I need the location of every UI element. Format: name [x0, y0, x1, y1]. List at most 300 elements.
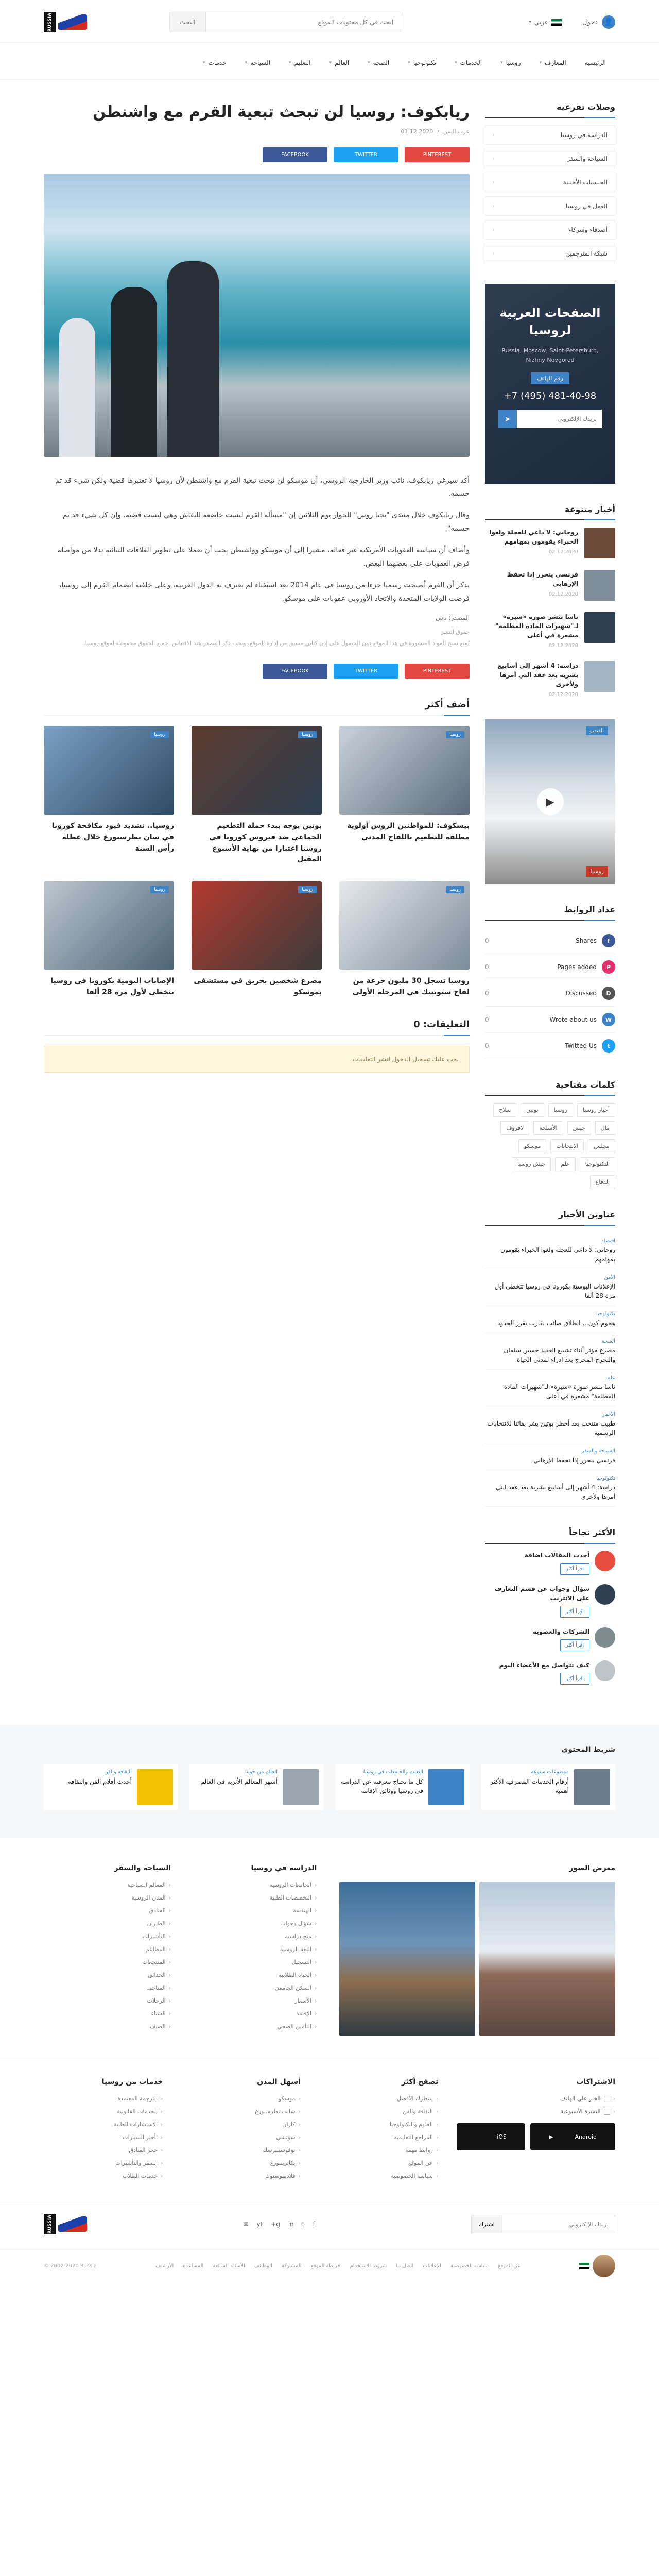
share-twitter-button[interactable]: TWITTER	[334, 147, 398, 162]
strip-text	[340, 1769, 423, 1795]
gallery-image[interactable]	[479, 1882, 615, 2036]
various-title: أخبار متنوعة	[485, 504, 615, 520]
news-category: علم	[607, 1375, 615, 1381]
strip-item[interactable]	[44, 1764, 178, 1810]
article-category[interactable]: عرب اليمن	[443, 128, 470, 135]
social-row[interactable]	[485, 1033, 615, 1059]
social-icon[interactable]: ✉	[243, 2221, 249, 2228]
footer-link[interactable]: ‹ يكاترينبورغ	[181, 2160, 300, 2166]
footer-link[interactable]: ‹ منح دراسية	[189, 1933, 317, 1940]
share-pinterest-button[interactable]: PINTEREST	[405, 147, 470, 162]
footer-legal-link[interactable]: شروط الاستخدام	[350, 2263, 387, 2269]
footer-link[interactable]: ‹ سؤال وجواب	[189, 1920, 317, 1927]
popular-text	[533, 1627, 589, 1651]
nav-item[interactable]	[320, 59, 359, 66]
nav-item-label: تكنولوجيا	[413, 59, 437, 66]
sidebar-link[interactable]	[485, 220, 615, 240]
sidebar-link-label: الجنسيات الأجنبية	[563, 179, 608, 186]
footer-link[interactable]: ‹ الترجمة المعتمدة	[44, 2095, 163, 2102]
header-search	[169, 12, 401, 32]
footer-legal-link[interactable]: عن الموقع	[498, 2263, 521, 2269]
strip-text	[200, 1769, 278, 1786]
chevron-left-icon: ‹	[493, 156, 495, 162]
bcol1-title: الاشتراكات	[576, 2078, 615, 2086]
language-selector[interactable]	[529, 19, 562, 26]
russia-flag-icon	[58, 2216, 87, 2232]
tags-title: كلمات مفتاحية	[485, 1080, 615, 1096]
social-row[interactable]	[485, 954, 615, 980]
related-badge: روسيا	[298, 886, 317, 893]
footer-link[interactable]: ‹ سياسة الخصوصية	[319, 2173, 438, 2179]
mini-post-date: 02.12.2020	[548, 643, 578, 649]
footer-link[interactable]: ‹ الخدمات القانونية	[44, 2108, 163, 2115]
social-name: Wrote about us	[549, 1016, 597, 1023]
strip-item[interactable]	[335, 1764, 470, 1810]
news-title: دراسة: 4 أشهر إلى أسابيع بشرية بعد عقد التي أمرها ولأخرى	[495, 1484, 615, 1500]
news-title: مصرع مؤثر أثناء تشييع العقيد حسين سلمان والتحرج المحرج بعد ادراء لمدنى الحياة	[504, 1347, 615, 1363]
footer-link[interactable]: ‹ الجامعات الروسية	[189, 1882, 317, 1888]
flag-icon	[551, 19, 562, 26]
subscription-option[interactable]	[457, 2108, 615, 2115]
footer-legal-link[interactable]: سياسة الخصوصية	[450, 2263, 489, 2269]
article-hero-image	[44, 174, 470, 457]
footer-link[interactable]: ‹ الطيران	[44, 1920, 171, 1927]
tag[interactable]: بوتين	[521, 1103, 544, 1117]
footer-link[interactable]: ‹ المدن الروسية	[44, 1894, 171, 1901]
tag[interactable]: لافروف	[500, 1121, 529, 1135]
chevron-left-icon: ‹	[493, 203, 495, 209]
send-icon[interactable]: ➤	[498, 410, 517, 428]
read-more-button[interactable]: اقرأ أكثر	[560, 1673, 589, 1685]
sidebar-link-label: السياحة والسفر	[567, 155, 608, 162]
mini-post-text	[485, 570, 578, 598]
article-paragraph: يذكر أن القرم أصبحت رسميا جزءا من روسيا في عام 2014 بعد استفتاء لم تعترف به الدول الغربية، وعلى خلفية انضمام القرم إلى روسيا، فرضت الولايات المتحدة والاتحاد الأوروبي عقوبات على موسكو.	[59, 581, 470, 603]
ios-app-button[interactable]	[457, 2123, 525, 2150]
news-item[interactable]	[485, 1370, 615, 1406]
meta-separator: /	[437, 128, 440, 135]
site-logo[interactable]	[44, 12, 87, 32]
footer-link[interactable]: ‹ الثقافة والفن	[319, 2108, 438, 2115]
chevron-down-icon: ▾	[329, 60, 332, 65]
tag[interactable]: مال	[595, 1121, 615, 1135]
popular-item[interactable]	[485, 1627, 615, 1651]
footer-link[interactable]: ‹ سانت بطرسبورغ	[181, 2108, 300, 2115]
related-badge: روسيا	[150, 886, 169, 893]
footer-legal-link[interactable]: المشاركة	[281, 2263, 302, 2269]
popular-item[interactable]	[485, 1551, 615, 1575]
phone-number: +7 (495) 481-40-98	[504, 391, 597, 402]
news-category: السياحة والسفر	[581, 1448, 615, 1454]
news-category: تكنولوجيا	[596, 1311, 615, 1317]
footer-link[interactable]: ‹ التأمين الصحي	[189, 2023, 317, 2030]
social-name: Discussed	[565, 990, 597, 997]
tag[interactable]: الانتخابات	[550, 1139, 584, 1153]
footer-bottom-cols	[0, 2057, 659, 2201]
footer-link[interactable]: ‹ موسكو	[181, 2095, 300, 2102]
news-item[interactable]	[485, 1470, 615, 1507]
tag[interactable]: أخبار روسيا	[577, 1103, 615, 1117]
mini-post-text	[485, 661, 578, 699]
subscription-label: ‹ الخبر على الهاتف	[560, 2095, 601, 2102]
mini-post-thumb	[584, 612, 615, 643]
social-icon: P	[602, 960, 615, 974]
android-label: Android	[565, 2128, 606, 2145]
subscription-option[interactable]	[457, 2095, 615, 2102]
footer-link[interactable]: ‹ الفنادق	[44, 1907, 171, 1914]
footer-legal-link[interactable]: الأرشيف	[155, 2263, 174, 2269]
play-icon[interactable]: ▶	[537, 788, 564, 815]
footer-link[interactable]: ‹ التخصصات الطبية	[189, 1894, 317, 1901]
arab-pages-widget	[485, 284, 615, 484]
sidebar	[485, 102, 615, 1694]
mini-post-title: فرنسي ينحرر إذا تحفظ الإرهابي	[507, 571, 578, 587]
news-title: فرنسي ينحرر إذا تحفظ الإرهابي	[533, 1456, 615, 1464]
footer-link[interactable]: ‹ فلاديفوستوك	[181, 2173, 300, 2179]
news-title: طبيب منتخب بعد أخطر بوتين بشر بقائنا للانتخابات الرسمية	[487, 1420, 615, 1436]
avatar	[595, 1627, 615, 1648]
nav-item[interactable]	[358, 59, 398, 66]
popular-title: أحدث المقالات اضافة	[524, 1552, 589, 1559]
footer-link[interactable]: ‹ التسجيل	[189, 1959, 317, 1965]
chevron-left-icon: ‹	[493, 132, 495, 138]
sidebar-links	[485, 125, 615, 263]
arab-pages-title: الصفحات العربية لروسيا	[499, 306, 601, 337]
footer-link[interactable]: ‹ الحياة الطلابية	[189, 1972, 317, 1978]
nav-item[interactable]	[576, 59, 615, 66]
chevron-down-icon: ▾	[203, 60, 205, 65]
social-icon[interactable]: t	[302, 2221, 305, 2228]
sidebar-link[interactable]	[485, 149, 615, 168]
footer-legal-link[interactable]: الوظائف	[254, 2263, 272, 2269]
footer-link[interactable]: ‹ المراجع التعليمية	[319, 2134, 438, 2141]
footer-link[interactable]: ‹ عن الموقع	[319, 2160, 438, 2166]
footer-link[interactable]: ‹ الشتاء	[44, 2010, 171, 2017]
subscribe-input[interactable]	[517, 410, 602, 428]
tag[interactable]: علم	[555, 1157, 576, 1171]
top-bar	[0, 0, 659, 44]
footer-link[interactable]: ‹ خدمات الطلاب	[44, 2173, 163, 2179]
related-card[interactable]	[44, 881, 174, 998]
language-label: عربي	[534, 19, 548, 26]
mini-post-thumb	[584, 570, 615, 601]
social-count: 0	[485, 1042, 489, 1049]
nav-item[interactable]	[491, 59, 530, 66]
footer-link[interactable]: ‹ الرحلات	[44, 1997, 171, 2004]
android-app-button[interactable]	[530, 2123, 615, 2150]
footer-link[interactable]: ‹ تأجير السيارات	[44, 2134, 163, 2141]
footer-logo[interactable]	[44, 2214, 87, 2234]
mini-post[interactable]	[485, 661, 615, 699]
news-title: ناسا تنشر صورة «سيرة» لـ"شهيرات المادة المظلمة" مشعرة في أعلى	[504, 1383, 615, 1400]
chevron-down-icon: ▾	[529, 20, 531, 25]
nav-item[interactable]	[445, 59, 491, 66]
strip-text	[68, 1769, 132, 1786]
checkbox[interactable]	[604, 2096, 610, 2102]
related-title: أضف أكثر	[44, 699, 470, 716]
social-icon[interactable]: yt	[256, 2221, 263, 2228]
related-badge: روسيا	[446, 886, 464, 893]
tag[interactable]: جيش روسيا	[512, 1157, 551, 1171]
nav-item-label: المعارف	[545, 59, 566, 66]
footer-legal-link[interactable]: الإعلانات	[423, 2263, 441, 2269]
related-card[interactable]	[44, 726, 174, 866]
sidebar-link[interactable]	[485, 125, 615, 145]
phone-button[interactable]: رقم الهاتف	[531, 372, 569, 384]
footer-legal-link[interactable]: خريطة الموقع	[310, 2263, 341, 2269]
footer-legal	[0, 2247, 659, 2284]
chevron-down-icon: ▾	[539, 60, 542, 65]
read-more-button[interactable]: اقرأ أكثر	[560, 1639, 589, 1651]
related-image	[44, 726, 174, 815]
footer-link[interactable]: ‹ الأسعار	[189, 1997, 317, 2004]
article-date: 01.12.2020	[401, 128, 433, 135]
checkbox[interactable]	[604, 2109, 610, 2115]
tag[interactable]: الأسلحة	[533, 1121, 563, 1135]
copyright-note: يُمنع نسخ المواد المنشورة في هذا الموقع دون الحصول على إذن كتابي مسبق من إدارة الموقع، ويجب ذكر المصدر عند الاقتباس. جميع الحقوق محفوظة لموقع روسيا.	[83, 639, 470, 647]
footer-logo-text: RUSSIA	[44, 2214, 56, 2234]
comments-title: التعليقات: 0	[44, 1019, 470, 1036]
chevron-down-icon: ▾	[289, 60, 291, 65]
chevron-left-icon: ‹	[493, 179, 495, 185]
news-title: هجوم كون... انطلاق صائب بقارب بفرز الحدود	[497, 1319, 615, 1327]
tag[interactable]: روسيا	[548, 1103, 574, 1117]
video-tag: الفيديو	[586, 726, 608, 735]
popular-text	[525, 1551, 589, 1575]
article-paragraph: وأضاف أن سياسة العقوبات الأمريكية غير فعالة، مشيرا إلى أن موسكو وواشنطن يجب أن تعملا على تطوير العلاقات الثنائية بدلا من مواصلة فرض العقوبات على بعضهما البعض.	[57, 546, 470, 568]
popular-item[interactable]	[485, 1584, 615, 1618]
related-badge: روسيا	[298, 731, 317, 738]
popular-title: كيف تتواصل مع الأعضاء اليوم	[499, 1662, 589, 1669]
nav-item-label: الصحة	[373, 59, 390, 66]
search-input[interactable]	[205, 12, 401, 32]
links-title: وصلات تفرعيه	[485, 102, 615, 118]
social-row[interactable]	[485, 928, 615, 954]
strip-thumb	[137, 1769, 173, 1805]
popular-text	[499, 1660, 589, 1685]
mini-post[interactable]	[485, 612, 615, 650]
footer-link[interactable]: ‹ ينتظرك الأفضل	[319, 2095, 438, 2102]
share-top	[44, 147, 470, 162]
share-facebook-button[interactable]: FACEBOOK	[263, 664, 327, 679]
social-count: 0	[485, 963, 489, 971]
nav-item-label: الرئيسية	[584, 59, 606, 66]
footer-link[interactable]: ‹ كازان	[181, 2121, 300, 2128]
social-icon: t	[602, 1039, 615, 1053]
apple-icon	[466, 2132, 484, 2142]
related-title: بوتين يوجه ببدء حملة التطعيم الجماعي ضد فيروس كورونا في روسيا اعتبارا من نهاية الأسبوع المقبل	[209, 822, 322, 864]
social-title: عداد الروابط	[485, 905, 615, 921]
tag[interactable]: موسكو	[518, 1139, 547, 1153]
tag[interactable]: التكنولوجيا	[580, 1157, 615, 1171]
ios-label: iOS	[488, 2128, 516, 2145]
related-card[interactable]	[339, 726, 470, 866]
share-facebook-button[interactable]: FACEBOOK	[263, 147, 327, 162]
footer-link[interactable]: ‹ اللغة الروسية	[189, 1946, 317, 1953]
nav-item[interactable]	[194, 59, 236, 66]
tag[interactable]: سلاح	[493, 1103, 516, 1117]
mini-post-date: 02.12.2020	[548, 549, 578, 555]
news-category: اقتصاد	[601, 1238, 615, 1244]
read-more-button[interactable]: اقرأ أكثر	[560, 1606, 589, 1618]
footer-link[interactable]: ‹ الحدائق	[44, 1972, 171, 1978]
bcol2-title: تصفح أكثر	[401, 2078, 439, 2086]
news-item[interactable]	[485, 1233, 615, 1269]
nav-item-label: روسيا	[506, 59, 521, 66]
news-category: تكنولوجيا	[596, 1476, 615, 1481]
share-pinterest-button[interactable]: PINTEREST	[405, 664, 470, 679]
related-badge: روسيا	[446, 731, 464, 738]
news-item[interactable]	[485, 1306, 615, 1333]
social-row[interactable]	[485, 980, 615, 1007]
video-widget[interactable]	[485, 719, 615, 884]
footer-legal-link[interactable]: الأسئلة الشائعة	[213, 2263, 245, 2269]
footer-link[interactable]: ‹ المتاحف	[44, 1985, 171, 1991]
strip-category: العالم من حولنا	[245, 1769, 278, 1775]
logo-text: RUSSIA	[44, 12, 56, 32]
footer-link[interactable]: ‹ المطاعم	[44, 1946, 171, 1953]
news-category: الأمن	[604, 1275, 615, 1280]
news-list	[485, 1233, 615, 1507]
footer-link[interactable]: ‹ التأشيرات	[44, 1933, 171, 1940]
footer-subscribe	[471, 2215, 615, 2233]
footer-email-input[interactable]	[502, 2215, 615, 2233]
nav-item[interactable]	[280, 59, 320, 66]
sidebar-link[interactable]	[485, 244, 615, 263]
mini-post[interactable]	[485, 570, 615, 601]
news-category: الأخبار	[602, 1412, 615, 1417]
footer-legal-link[interactable]: المساعدة	[183, 2263, 204, 2269]
related-title: الإصابات اليومية بكورونا في روسيا تتخطى لأول مرة 28 ألفا	[50, 977, 174, 996]
footer-link[interactable]: ‹ حجز الفنادق	[44, 2147, 163, 2154]
nav-item[interactable]	[398, 59, 445, 66]
footer-link[interactable]: ‹ الصيف	[44, 2023, 171, 2030]
social-icon: D	[602, 987, 615, 1000]
footer-link[interactable]: ‹ المعالم السياحية	[44, 1882, 171, 1888]
news-title: روحاني: لا داعي للعجلة ولغوا الخبراء يقومون بمهامهم	[500, 1246, 615, 1263]
strip-item[interactable]	[189, 1764, 324, 1810]
related-title: روسيا.. تشديد قيود مكافحة كورونا في سان بطرسبورغ خلال عطلة رأس السنة	[51, 822, 174, 853]
tag[interactable]: الدفاع	[590, 1175, 615, 1189]
footer-link[interactable]: ‹ السكن الجامعي	[189, 1985, 317, 1991]
news-item[interactable]	[485, 1406, 615, 1443]
social-icon[interactable]: g+	[271, 2221, 280, 2228]
footer-link[interactable]: ‹ السفر والتأشيرات	[44, 2160, 163, 2166]
social-icon: f	[602, 934, 615, 947]
social-name: Twitted Us	[565, 1042, 597, 1049]
strip-text	[486, 1769, 569, 1795]
subscription-label: ‹ النشرة الأسبوعية	[560, 2108, 601, 2115]
social-counters	[485, 928, 615, 1059]
footer-link[interactable]: ‹ العلوم والتكنولوجيا	[319, 2121, 438, 2128]
nav-item-label: التعليم	[294, 59, 311, 66]
footer-link[interactable]: ‹ الاستشارات الطبية	[44, 2121, 163, 2128]
tag[interactable]: جيش	[567, 1121, 591, 1135]
avatar	[595, 1551, 615, 1571]
social-count: 0	[485, 1016, 489, 1023]
social-icon[interactable]: f	[313, 2221, 315, 2228]
copyright: © 2002-2020 Russia	[44, 2263, 97, 2269]
mini-post-thumb	[584, 661, 615, 692]
comments-notice: يجب عليك تسجيل الدخول لنشر التعليقات	[44, 1046, 470, 1073]
related-badge: روسيا	[150, 731, 169, 738]
footer-link[interactable]: ‹ نوفوسيبيرسك	[181, 2147, 300, 2154]
news-item[interactable]	[485, 1443, 615, 1470]
news-item[interactable]	[485, 1269, 615, 1306]
nav-item[interactable]	[530, 59, 576, 66]
sidebar-link[interactable]	[485, 196, 615, 216]
chevron-down-icon: ▾	[500, 60, 503, 65]
footer-link[interactable]: ‹ الإقامة	[189, 2010, 317, 2017]
popular-list	[485, 1551, 615, 1685]
chevron-down-icon: ▾	[408, 60, 410, 65]
popular-item[interactable]	[485, 1660, 615, 1685]
mini-post-title: دراسة: 4 أشهر إلى أسابيع بشرية بعد عقد التي أمرها ولأخرى	[497, 662, 578, 688]
social-count: 0	[485, 990, 489, 997]
related-card[interactable]	[192, 726, 322, 866]
strip-title: كل ما تحتاج معرفته عن الدراسة في روسيا ووثائق الإقامة	[341, 1778, 423, 1794]
mini-post-date: 02.12.2020	[548, 591, 578, 597]
mini-post-thumb	[584, 528, 615, 558]
article-paragraph: وقال ريابكوف خلال منتدى "تحيا روس" للحوار يوم الثلاثين إن "مسألة القرم ليست خاضعة للنقاش وهي ليست قضية، وإن كل شيء قد تم حسمه".	[62, 511, 470, 533]
gallery-title: معرض الصور	[569, 1864, 615, 1872]
nav-item-label: العالم	[335, 59, 350, 66]
share-twitter-button[interactable]: TWITTER	[334, 664, 398, 679]
mini-post-title: ناسا تنشر صورة «سيرة» لـ"شهيرات المادة المظلمة" مشعرة في أعلى	[495, 613, 578, 639]
gallery-image[interactable]	[339, 1882, 475, 2036]
nav-item-label: السياحة	[250, 59, 270, 66]
footer-link[interactable]: ‹ سوتشي	[181, 2134, 300, 2141]
article-body	[44, 474, 470, 649]
footer-link[interactable]: ‹ الهندسة	[189, 1907, 317, 1914]
footer-subscribe-button[interactable]: اشترك	[471, 2215, 502, 2233]
footer-legal-link[interactable]: اتصل بنا	[396, 2263, 414, 2269]
strip-category: التعليم والجامعات في روسيا	[363, 1769, 423, 1775]
strip-title: شريط المحتوى	[561, 1745, 615, 1754]
login-link[interactable]	[582, 15, 615, 29]
tag[interactable]: مجلس	[588, 1139, 615, 1153]
footer-social	[243, 2221, 315, 2228]
strip-title: أحدث أفلام الفن والثقافة	[68, 1778, 132, 1785]
nav-item[interactable]	[236, 59, 280, 66]
sidebar-link-label: شبكة المترجمين	[565, 250, 608, 257]
article	[44, 102, 470, 1694]
footer-link[interactable]: ‹ روابط مهمة	[319, 2147, 438, 2154]
sidebar-link[interactable]	[485, 173, 615, 192]
related-card[interactable]	[192, 881, 322, 998]
footer-links	[0, 1838, 659, 2057]
bcol4-title: خدمات من روسيا	[101, 2078, 163, 2086]
news-item[interactable]	[485, 1333, 615, 1370]
social-icon[interactable]: in	[288, 2221, 294, 2228]
mini-post[interactable]	[485, 528, 615, 558]
search-button[interactable]: البحث	[169, 12, 205, 32]
popular-title: سؤال وجواب عن قسم التعارف على الانترنت	[494, 1585, 589, 1602]
footer-link[interactable]: ‹ المنتجعات	[44, 1959, 171, 1965]
related-card[interactable]	[339, 881, 470, 998]
read-more-button[interactable]: اقرأ أكثر	[560, 1563, 589, 1575]
android-icon: ▶	[540, 2128, 562, 2145]
popular-title: الأكثر نجاحاً	[485, 1528, 615, 1544]
chevron-left-icon: ‹	[493, 250, 495, 257]
social-row[interactable]	[485, 1007, 615, 1033]
footer-profile	[579, 2255, 615, 2277]
note-title: حقوق النشر	[441, 628, 470, 635]
strip-item[interactable]	[481, 1764, 615, 1810]
footer-bar	[0, 2201, 659, 2247]
mini-post-date: 02.12.2020	[548, 692, 578, 698]
chevron-down-icon: ▾	[368, 60, 370, 65]
strip-thumb	[428, 1769, 464, 1805]
